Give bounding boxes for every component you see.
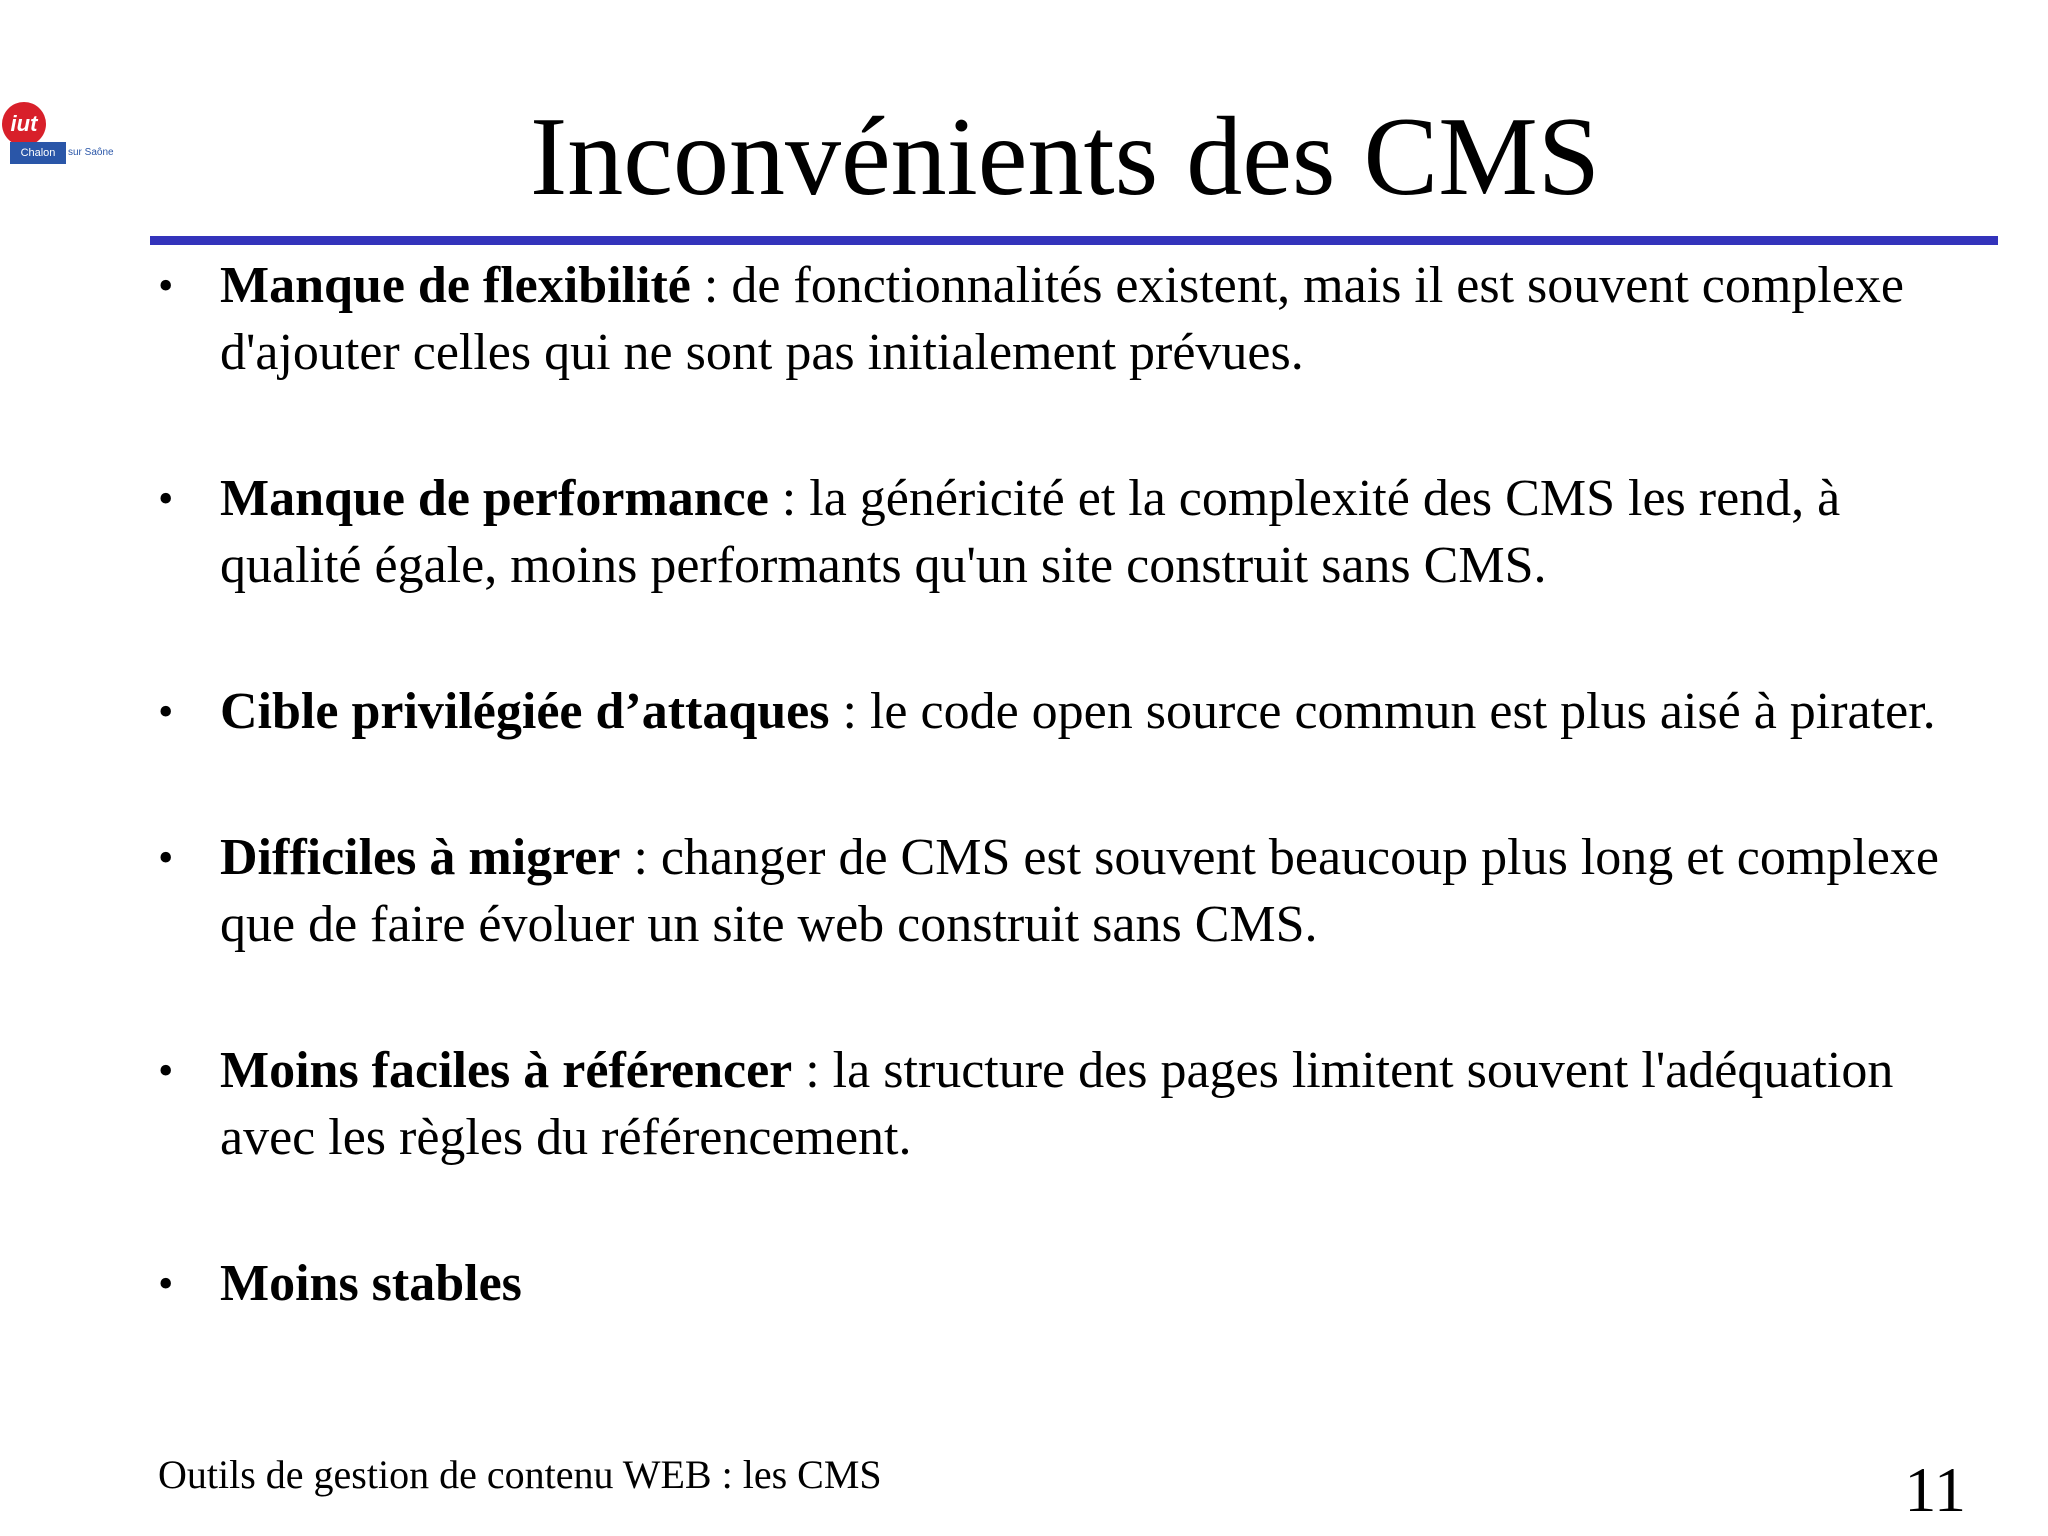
bullet-item <box>150 1250 1950 1317</box>
bullet-text: : de fonctionnalités existent, mais il est souvent complexe d'ajouter celles qui ne sont pas initialement prévues. <box>220 257 1904 381</box>
bullet-term: Manque de flexibilité <box>220 257 691 314</box>
logo-box-mark: Chalon <box>10 142 66 164</box>
bullet-text: : changer de CMS est souvent beaucoup plus long et complexe que de faire évoluer un site web construit sans CMS. <box>220 829 1939 953</box>
iut-logo <box>0 100 145 170</box>
bullet-term: Cible privilégiée d’attaques <box>220 683 830 740</box>
bullet-item <box>150 465 1950 599</box>
bullet-item <box>150 824 1950 958</box>
bullet-text: : la structure des pages limitent souvent l'adéquation avec les règles du référencement. <box>220 1042 1894 1166</box>
bullet-item <box>150 1037 1950 1171</box>
bullet-term: Moins faciles à référencer <box>220 1042 793 1099</box>
bullet-list <box>150 252 1950 1396</box>
bullet-term: Manque de performance <box>220 470 769 527</box>
bullet-item <box>150 252 1950 386</box>
slide-footer: Outils de gestion de contenu WEB : les CMS <box>158 1452 882 1497</box>
bullet-term: Difficiles à migrer <box>220 829 621 886</box>
slide-title: Inconvénients des CMS <box>529 95 1601 219</box>
title-divider <box>150 236 1998 245</box>
bullet-text: : le code open source commun est plus aisé à pirater. <box>829 683 1936 740</box>
bullet-term: Moins stables <box>220 1255 522 1312</box>
logo-subtitle: sur Saône <box>68 147 114 158</box>
page-number: 11 <box>1904 1454 1966 1525</box>
bullet-item <box>150 678 1950 745</box>
bullet-text: : la généricité et la complexité des CMS les rend, à qualité égale, moins performants qu'un site construit sans CMS. <box>220 470 1841 594</box>
logo-circle-mark: iut <box>2 102 46 146</box>
